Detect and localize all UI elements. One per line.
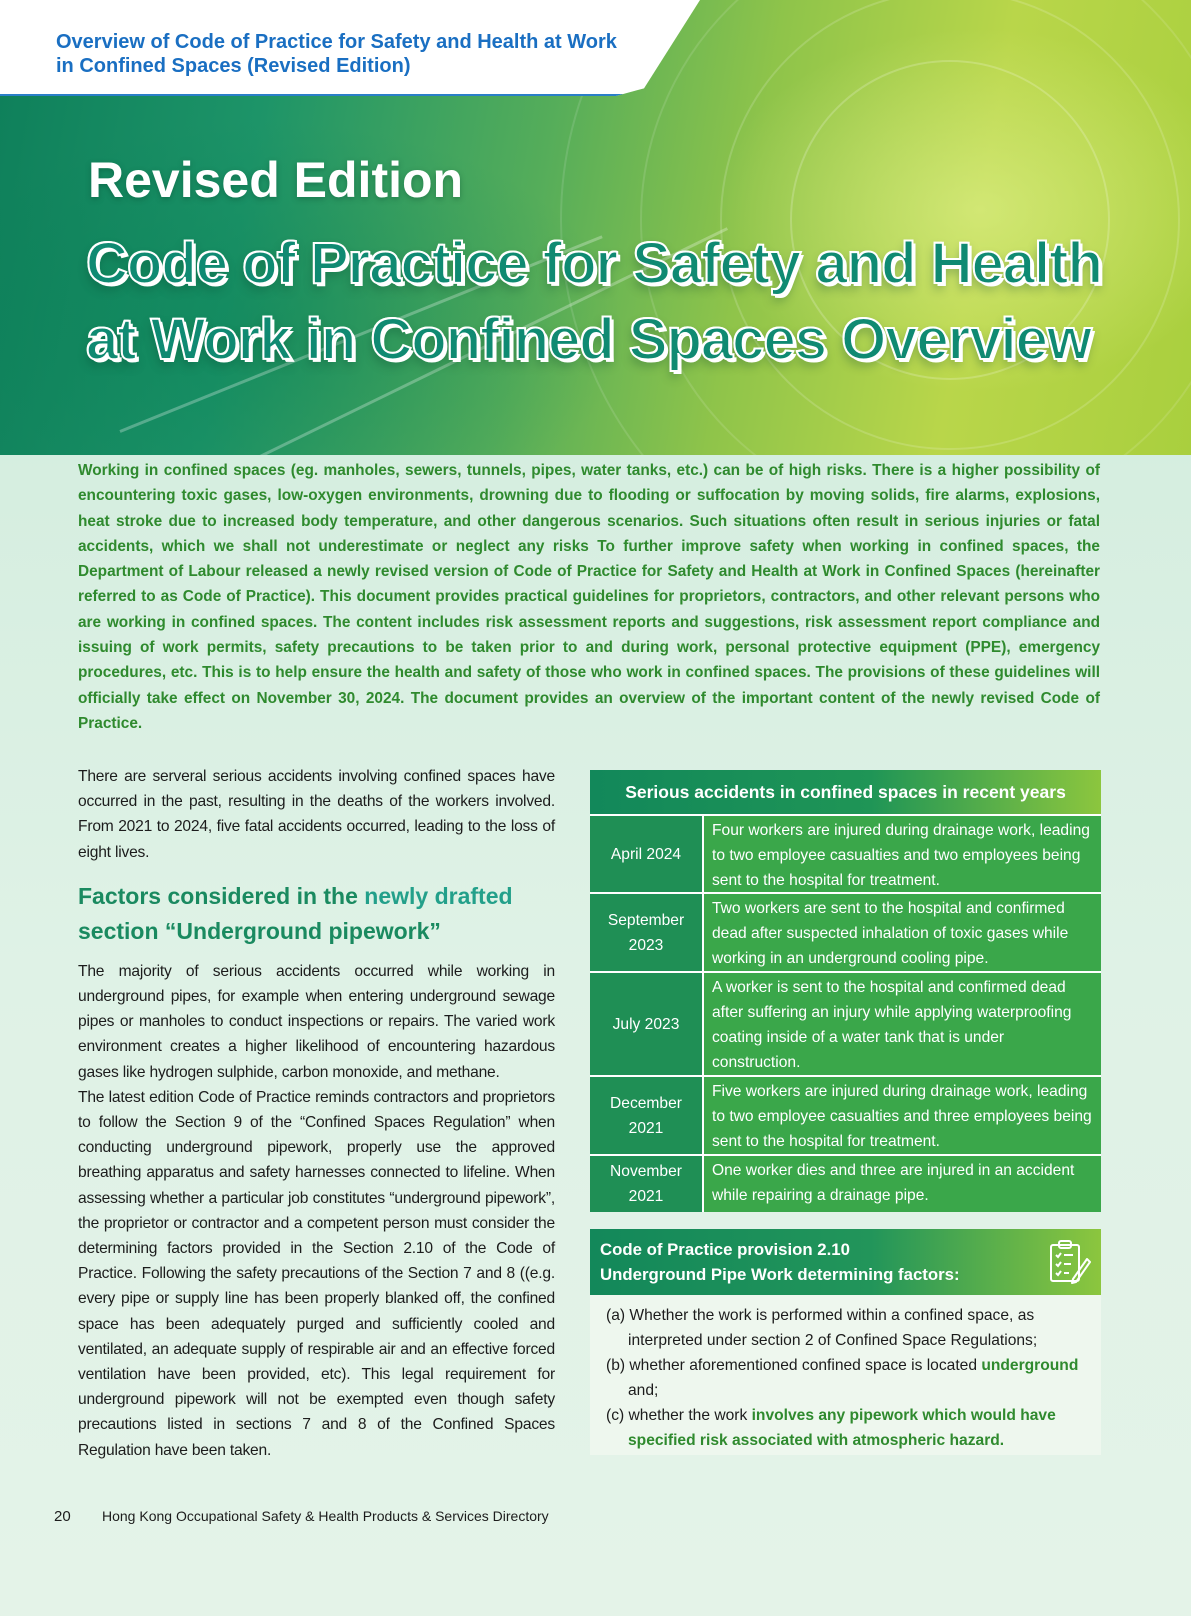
edition-label: Revised Edition xyxy=(88,152,464,208)
table-row xyxy=(590,814,1101,892)
accident-summary-paragraph: There are serveral serious accidents involving confined spaces have occurred in the past, resulting in the deaths of the workers involved. From 2021 to 2024, five fatal accidents occurred, leading to the loss of eight lives. xyxy=(78,768,555,861)
list-item-highlight: involves any pipework which would have specified risk associated with atmospheric hazard. xyxy=(628,1407,1056,1449)
provision-title-line-1: Code of Practice provision 2.10 xyxy=(600,1240,850,1259)
accident-description: One worker dies and three are injured in an accident while repairing a drainage pipe. xyxy=(704,1156,1101,1212)
accident-date: November 2021 xyxy=(590,1156,704,1212)
list-item xyxy=(606,1403,1085,1453)
publication-name: Hong Kong Occupational Safety & Health Products & Services Directory xyxy=(102,1508,549,1524)
list-item-text: and; xyxy=(628,1382,659,1399)
list-item xyxy=(606,1353,1085,1403)
accident-description: A worker is sent to the hospital and confirmed dead after suffering an injury while applying waterproofing coating inside of a water tank that is under construction. xyxy=(704,973,1101,1075)
hero-banner xyxy=(0,0,1191,455)
page-title-line-2: at Work in Confined Spaces Overview xyxy=(86,307,1092,372)
list-item-text: (c) whether the work xyxy=(606,1407,752,1424)
list-item-text: (b) whether aforementioned confined space is located xyxy=(606,1357,982,1374)
page-title xyxy=(86,226,1166,378)
page-number: 20 xyxy=(54,1508,71,1525)
list-item: (a) Whether the work is performed within a confined space, as interpreted under section 2 of Confined Space Regulations; xyxy=(606,1307,1038,1349)
accident-date: December 2021 xyxy=(590,1077,704,1154)
section-heading xyxy=(78,879,555,949)
provision-box xyxy=(590,1229,1101,1455)
accident-description: Five workers are injured during drainage work, leading to two employee casualties and three employees being sent to the hospital for treatment. xyxy=(704,1077,1101,1154)
section-heading-highlight: newly drafted xyxy=(364,882,513,909)
accidents-table-title: Serious accidents in confined spaces in recent years xyxy=(590,770,1101,814)
section-heading-part: section “Underground pipework” xyxy=(78,917,441,944)
page-title-line-1: Code of Practice for Safety and Health xyxy=(86,231,1102,296)
accident-description: Two workers are sent to the hospital and confirmed dead after suspected inhalation of toxic gases while working in an underground cooling pipe. xyxy=(704,894,1101,971)
accidents-table xyxy=(590,770,1101,1212)
accident-description: Four workers are injured during drainage work, leading to two employee casualties and two employees being sent to the hospital for treatment. xyxy=(704,816,1101,892)
section-heading-part: Factors considered in the xyxy=(78,882,365,909)
table-row xyxy=(590,892,1101,971)
table-row xyxy=(590,971,1101,1075)
list-item-highlight: underground xyxy=(981,1357,1079,1374)
table-row xyxy=(590,1075,1101,1154)
intro-paragraph: Working in confined spaces (eg. manholes, sewers, tunnels, pipes, water tanks, etc.) can be of high risks. There is a higher possibility of encountering toxic gases, low-oxygen environments, drowning due to flooding or suffocation by moving solids, fire alarms, explosions, heat stroke due to increased body temperature, and other dangerous scenarios. Such situations often result in serious injuries or fatal accidents, which we shall not underestimate or neglect any risks To further improve safety when working in confined spaces, the Department of Labour released a newly revised version of Code of Practice for Safety and Health at Work in Confined Spaces (hereinafter referred to as Code of Practice). This document provides practical guidelines for proprietors, contractors, and other relevant persons who are working in confined spaces. The content includes risk assessment reports and suggestions, risk assessment report compliance and issuing of work permits, safety precautions to be taken prior to and during work, personal protective equipment (PPE), emergency procedures, etc. This is to help ensure the health and safety of those who work in confined spaces. The provisions of these guidelines will officially take effect on November 30, 2024. The document provides an overview of the important content of the newly revised Code of Practice. xyxy=(78,462,1100,732)
left-column xyxy=(78,764,555,1463)
accident-date: July 2023 xyxy=(590,973,704,1075)
provision-header xyxy=(590,1229,1101,1295)
table-row xyxy=(590,1154,1101,1212)
running-header-title: Overview of Code of Practice for Safety and Health at Work in Confined Spaces (Revised Edition) xyxy=(56,31,617,77)
provision-list xyxy=(590,1295,1101,1453)
body-paragraph: The latest edition Code of Practice reminds contractors and proprietors to follow the Section 9 of the “Confined Spaces Regulation” when conducting underground pipework, properly use the approved breathing apparatus and safety harnesses connected to lifeline. When assessing whether a particular job constitutes “underground pipework”, the proprietor or contractor and a competent person must consider the determining factors provided in the Section 2.10 of the Code of Practice. Following the safety precautions of the Section 7 and 8 ((e.g. every pipe or supply line has been properly blanked off, the confined space has been adequately purged and sufficiently cooled and ventilated, an adequate supply of respirable air and an effective forced ventilation have been provided, etc). This legal requirement for underground pipework will not be exempted even though safety precautions listed in sections 7 and 8 of the Confined Spaces Regulation have been taken. xyxy=(78,1088,555,1459)
provision-title-line-2: Underground Pipe Work determining factors: xyxy=(600,1265,960,1284)
body-paragraph: The majority of serious accidents occurred while working in underground pipes, for example when entering underground sewage pipes or manholes to conduct inspections or repairs. The varied work environment creates a higher likelihood of encountering hazardous gases like hydrogen sulphide, carbon monoxide, and methane. xyxy=(78,962,555,1081)
page-footer xyxy=(54,1508,549,1525)
accident-date: September 2023 xyxy=(590,894,704,971)
checklist-pencil-icon xyxy=(1047,1239,1091,1285)
accident-date: April 2024 xyxy=(590,816,704,892)
